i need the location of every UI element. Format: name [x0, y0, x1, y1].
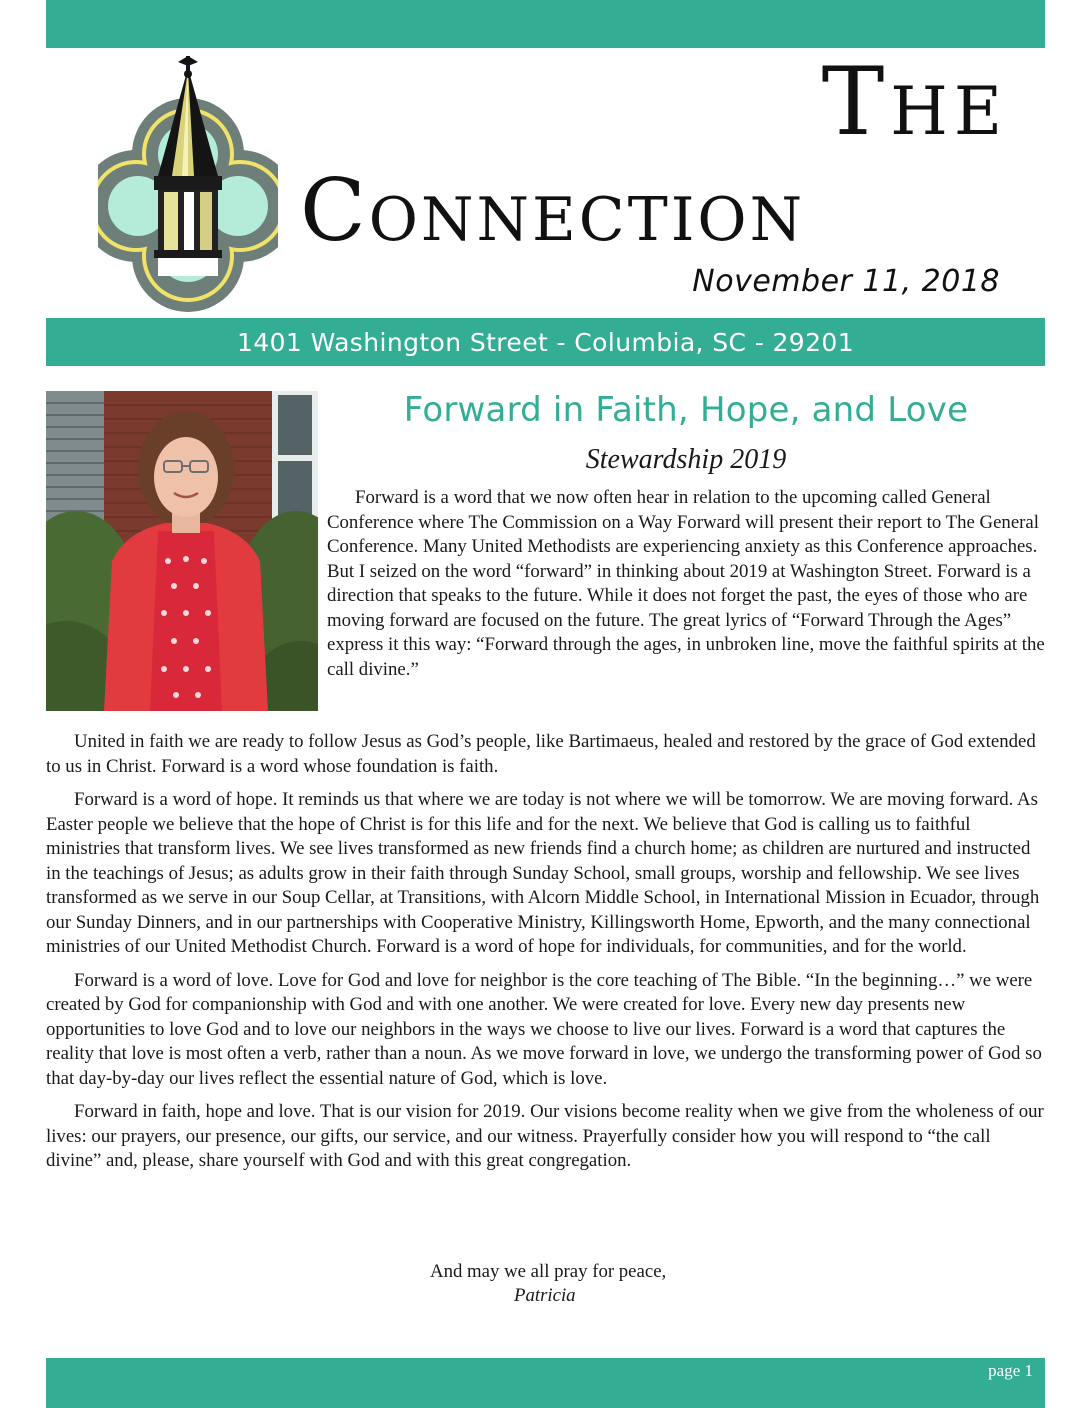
closing-line: And may we all pray for peace,	[430, 1261, 667, 1282]
masthead-title-connection: Connection	[300, 161, 806, 261]
masthead-title-the: The	[821, 48, 1008, 157]
intro-paragraph: Forward is a word that we now often hear in relation to the upcoming called General Conference where The Commission on a Way Forward will present their report to The General Conference. Many United Methodists are experiencing anxiety as this Conference approaches. But I seized on the word “forward” in thinking about 2019 at Washington Street. Forward is a direction that speaks to the future. While it does not forget the past, the eyes of those who are moving forward are focused on the future. The great lyrics of “Forward Through the Ages” express it this way: “Forward through the ages, in unbroken line, move the faithful spirits at the call divine.”	[327, 487, 1045, 680]
address-bar	[46, 318, 1045, 366]
top-accent-bar	[46, 0, 1045, 48]
article-body	[46, 730, 1045, 1183]
closing-block	[430, 1260, 666, 1308]
page-number: page 1	[988, 1361, 1033, 1380]
pastor-photo	[46, 391, 318, 711]
body-paragraph-love: Forward is a word of love. Love for God and love for neighbor is the core teaching of The Bible. “In the beginning…” we were created by God for companionship with God and with one another. We were created for love. Every new day presents new opportunities to love God and to love our neighbors in the ways we choose to live our lives. Forward is a word that captures the reality that love is most often a verb, rather than a noun. As we move forward in love, we undergo the transforming power of God so that day-by-day our lives reflect the essential nature of God, which is love.	[46, 969, 1042, 1089]
bottom-accent-bar	[46, 1358, 1045, 1408]
body-paragraph-hope: Forward is a word of hope. It reminds us that where we are today is not where we will be tomorrow. We are moving forward. As Easter people we believe that the hope of Christ is for this life and for the next. We believe that God is calling us to faithful ministries that transform lives. We see lives transformed as new friends find a church home; as children are nurtured and instructed in the teachings of Jesus; as adults grow in their faith through Sunday School, small groups, worship and fellowship. We see lives transformed as we serve in our Soup Cellar, at Transitions, with Alcorn Middle School, in International Mission in Ecuador, through our Sunday Dinners, and in our partnerships with Cooperative Ministry, Killingsworth Home, Epworth, and the many connectional ministries of our United Methodist Church. Forward is a word of hope for individuals, for communities, and for the world.	[46, 789, 1040, 957]
body-paragraph-faith: United in faith we are ready to follow Jesus as God’s people, like Bartimaeus, healed and restored by the grace of God extended to us in Christ. Forward is a word whose foundation is faith.	[46, 731, 1036, 777]
church-steeple-logo	[98, 56, 278, 318]
signature: Patricia	[514, 1285, 576, 1306]
article-subheadline: Stewardship 2019	[585, 444, 787, 475]
body-paragraph-vision: Forward in faith, hope and love. That is our vision for 2019. Our visions become reality when we give from the wholeness of our lives: our prayers, our presence, our gifts, our service, and our witness. Prayerfully consider how you will respond to “the call divine” and, please, share yourself with God and with this great congregation.	[46, 1101, 1044, 1171]
church-address: 1401 Washington Street - Columbia, SC - 29201	[237, 328, 854, 357]
article-headline: Forward in Faith, Hope, and Love	[403, 390, 969, 430]
issue-date: November 11, 2018	[692, 264, 1000, 299]
